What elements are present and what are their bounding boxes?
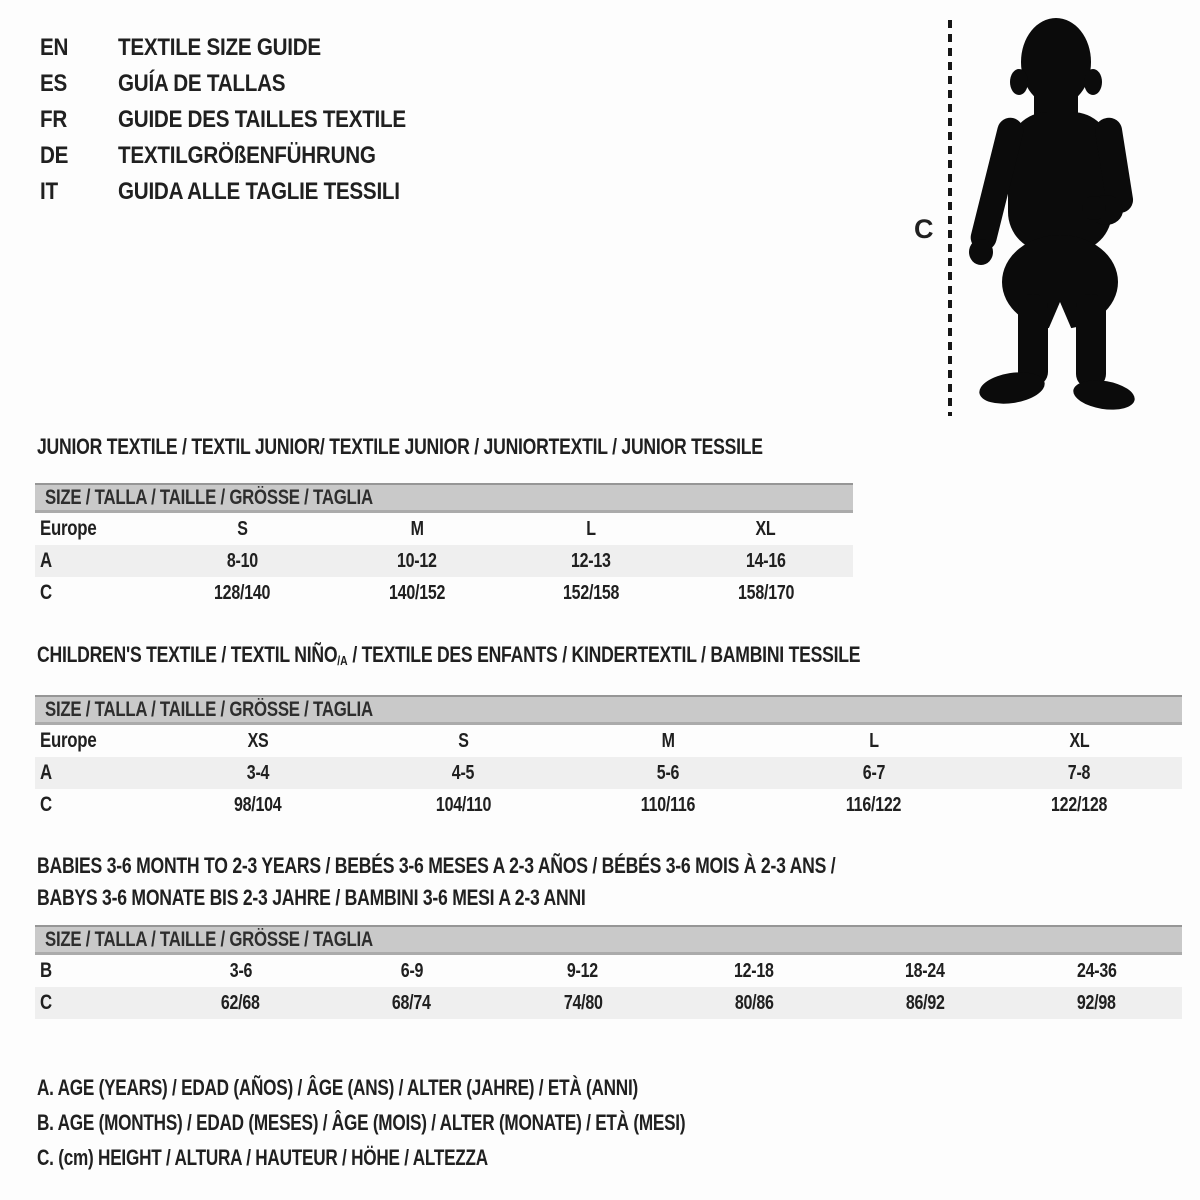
guide-title-es: GUÍA DE TALLAS: [118, 70, 286, 97]
size-cell: 7-8: [1068, 762, 1091, 784]
size-cell: 4-5: [451, 762, 475, 784]
size-header-bar: SIZE / TALLA / TAILLE / GRÖSSE / TAGLIA: [35, 925, 1182, 955]
size-cell: 158/170: [737, 582, 794, 604]
size-cell: 104/110: [435, 794, 491, 816]
table-row: [35, 757, 1182, 789]
size-cell: 98/104: [233, 794, 282, 816]
table-row: [35, 987, 1182, 1019]
size-cell: 62/68: [221, 992, 261, 1014]
size-cell: 110/116: [641, 794, 696, 816]
lang-code: FR: [40, 106, 68, 133]
size-cell: 86/92: [905, 992, 945, 1014]
size-cell: 6-7: [862, 762, 886, 784]
size-cell: L: [869, 730, 879, 752]
size-cell: 9-12: [567, 960, 599, 982]
guide-title-fr: GUIDE DES TAILLES TEXTILE: [118, 106, 406, 133]
height-marker-label: C: [914, 214, 934, 244]
guide-title-de: TEXTILGRÖßENFÜHRUNG: [118, 142, 376, 169]
size-cell: XS: [247, 730, 269, 752]
legend: [35, 1070, 868, 1175]
section-children-textile: [35, 642, 1182, 821]
lang-code: IT: [40, 178, 58, 205]
table-row: [35, 577, 853, 609]
size-cell: 12-13: [571, 550, 612, 572]
section-title-junior: JUNIOR TEXTILE / TEXTIL JUNIOR/ TEXTILE JUNIOR / JUNIORTEXTIL / JUNIOR TESSILE: [37, 434, 763, 459]
lang-code: ES: [40, 70, 68, 97]
legend-line-a: A. AGE (YEARS) / EDAD (AÑOS) / ÂGE (ANS) / ALTER (JAHRE) / ETÀ (ANNI): [37, 1075, 638, 1100]
guide-title-it: GUIDA ALLE TAGLIE TESSILI: [118, 178, 400, 205]
row-label: Europe: [40, 729, 97, 752]
size-cell: 24-36: [1076, 960, 1117, 982]
lang-code: DE: [40, 142, 69, 169]
size-cell: 80/86: [734, 992, 774, 1014]
row-label: A: [40, 761, 52, 784]
size-cell: 10-12: [396, 550, 437, 572]
lang-code: EN: [40, 34, 69, 61]
size-cell: M: [410, 518, 424, 540]
row-label: C: [40, 581, 52, 604]
nino-a-subscript: /A: [337, 653, 348, 668]
size-cell: 128/140: [214, 582, 271, 604]
size-cell: 8-10: [226, 550, 258, 572]
section-title-children: CHILDREN'S TEXTILE / TEXTIL NIÑO/A / TEXTILE DES ENFANTS / KINDERTEXTIL / BAMBINI TESSILE: [37, 642, 861, 668]
section-babies-textile: [35, 850, 1182, 1019]
section-title-babies-line1: BABIES 3-6 MONTH TO 2-3 YEARS / BEBÉS 3-6 MESES A 2-3 AÑOS / BÉBÉS 3-6 MOIS À 2-3 ANS /: [37, 853, 836, 878]
size-header-bar: SIZE / TALLA / TAILLE / GRÖSSE / TAGLIA: [35, 695, 1182, 725]
height-dashed-line: [948, 20, 952, 416]
table-row: [35, 955, 1182, 987]
size-cell: L: [586, 518, 597, 540]
size-cell: 122/128: [1051, 794, 1108, 816]
size-cell: 18-24: [905, 960, 946, 982]
row-label: C: [40, 793, 52, 816]
size-cell: 3-4: [246, 762, 269, 784]
size-cell: 5-6: [657, 762, 680, 784]
size-cell: 3-6: [229, 960, 252, 982]
size-cell: S: [457, 730, 469, 752]
junior-size-table: [35, 483, 853, 609]
children-size-table: [35, 695, 1182, 821]
table-rows: [35, 725, 1182, 821]
size-cell: 140/152: [388, 582, 445, 604]
toddler-figure: [0, 0, 1200, 430]
size-cell: 14-16: [745, 550, 786, 572]
section-title-babies-line2: BABYS 3-6 MONATE BIS 2-3 JAHRE / BAMBINI 3-6 MESI A 2-3 ANNI: [37, 885, 586, 910]
size-cell: S: [237, 518, 248, 540]
row-label: B: [40, 959, 52, 982]
babies-size-table: [35, 925, 1182, 1019]
size-cell: 116/122: [846, 794, 902, 816]
size-cell: XL: [755, 518, 776, 540]
size-cell: 6-9: [400, 960, 423, 982]
table-row: [35, 545, 853, 577]
legend-line-c: C. (cm) HEIGHT / ALTURA / HAUTEUR / HÖHE / ALTEZZA: [37, 1145, 488, 1170]
section-junior-textile: [35, 434, 853, 609]
table-row: [35, 725, 1182, 757]
table-row: [35, 513, 853, 545]
row-label: A: [40, 549, 52, 572]
size-cell: 92/98: [1076, 992, 1116, 1014]
size-cell: XL: [1069, 730, 1090, 752]
toddler-silhouette-icon: [966, 16, 1140, 418]
table-row: [35, 789, 1182, 821]
size-cell: 12-18: [734, 960, 774, 982]
row-label: C: [40, 991, 52, 1014]
size-cell: M: [661, 730, 676, 752]
guide-title-en: TEXTILE SIZE GUIDE: [118, 34, 321, 61]
size-header-bar: SIZE / TALLA / TAILLE / GRÖSSE / TAGLIA: [35, 483, 853, 513]
size-cell: 152/158: [563, 582, 620, 604]
table-rows: [35, 513, 853, 609]
size-cell: 74/80: [563, 992, 603, 1014]
legend-line-b: B. AGE (MONTHS) / EDAD (MESES) / ÂGE (MOIS) / ALTER (MONATE) / ETÀ (MESI): [37, 1110, 686, 1135]
table-rows: [35, 955, 1182, 1019]
size-cell: 68/74: [392, 992, 432, 1014]
row-label: Europe: [40, 517, 97, 540]
